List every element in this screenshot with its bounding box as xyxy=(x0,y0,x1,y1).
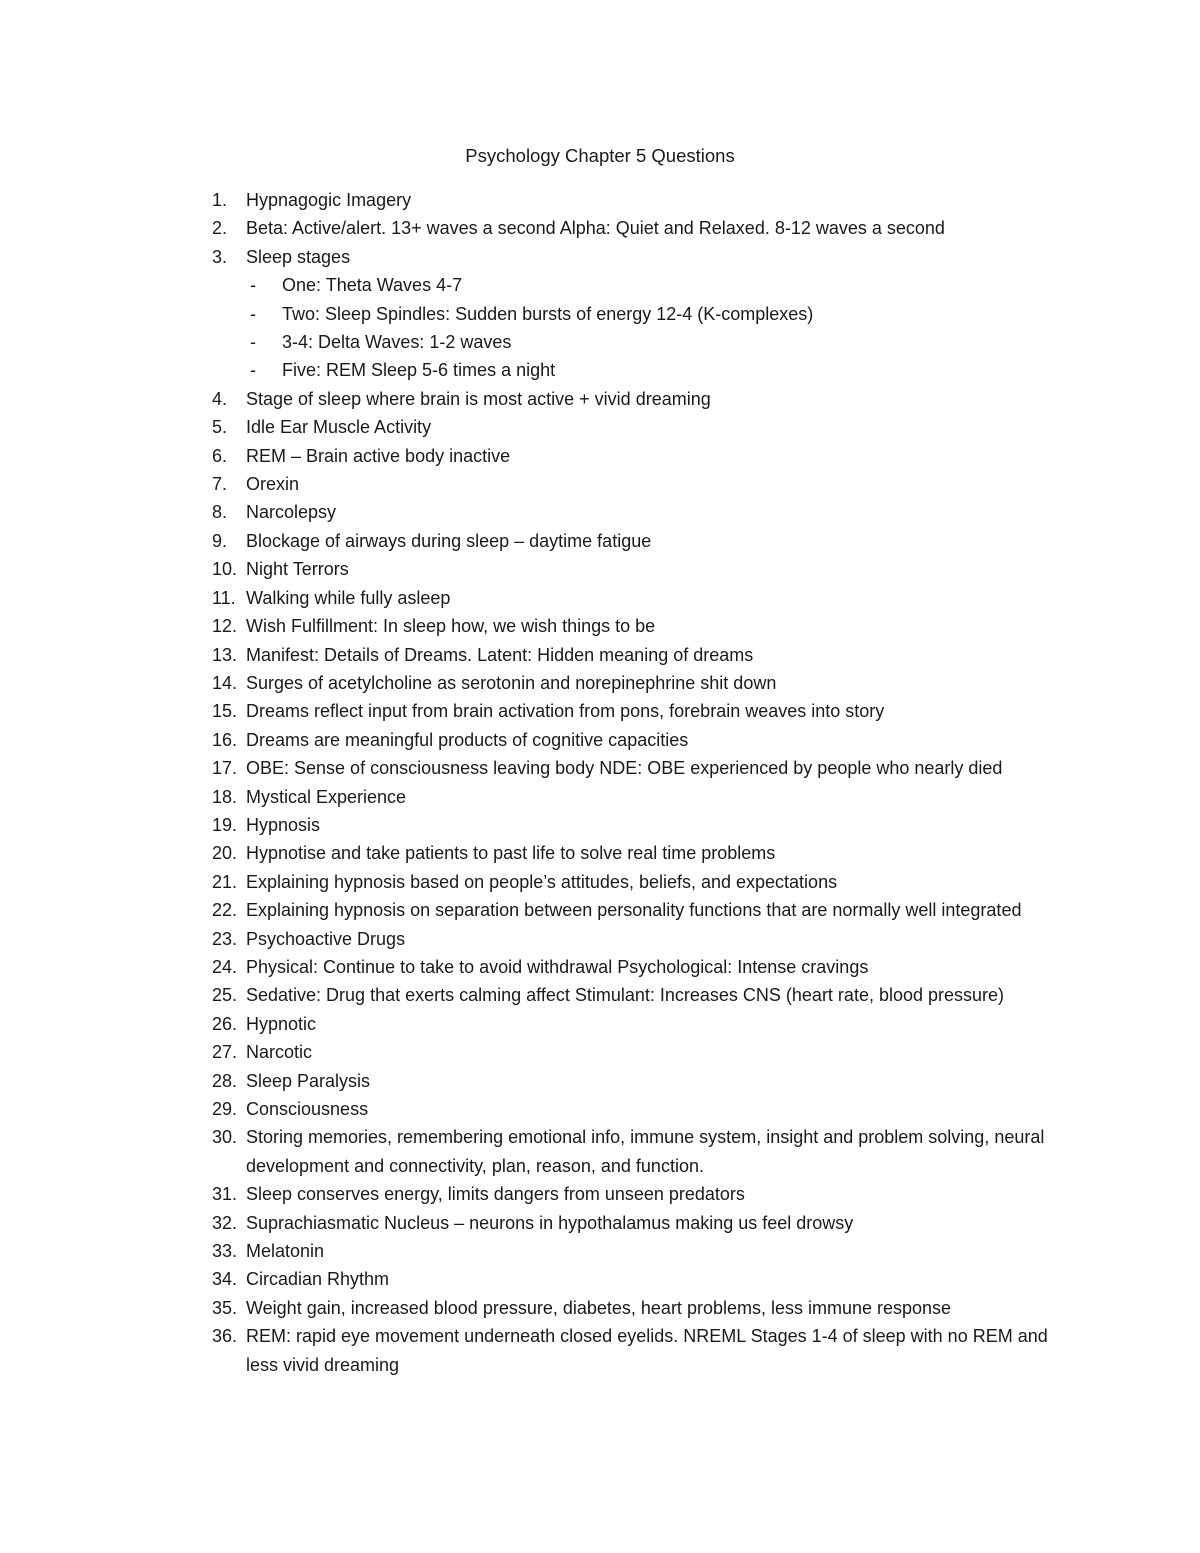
list-item xyxy=(0,641,1200,669)
list-item-number: 13. xyxy=(212,644,238,665)
list-item-number: 12. xyxy=(212,616,238,637)
list-item-text: Sedative: Drug that exerts calming affect Stimulant: Increases CNS (heart rate, blood pressure) xyxy=(246,985,1005,1006)
list-item-text: Idle Ear Muscle Activity xyxy=(246,417,432,438)
sub-list-dash: - xyxy=(250,360,256,381)
list-item-number: 9. xyxy=(212,530,228,551)
sub-list-text: Five: REM Sleep 5-6 times a night xyxy=(282,360,556,381)
list-item-text: Manifest: Details of Dreams. Latent: Hidden meaning of dreams xyxy=(246,644,754,665)
list-item-number: 31. xyxy=(212,1184,238,1205)
sub-list-dash: - xyxy=(250,275,256,296)
list-item-number: 34. xyxy=(212,1269,238,1290)
list-item xyxy=(0,953,1200,981)
list-item-number: 5. xyxy=(212,417,228,438)
list-item xyxy=(0,783,1200,811)
list-item-text: Mystical Experience xyxy=(246,786,407,807)
list-item xyxy=(0,726,1200,754)
list-item-number: 20. xyxy=(212,843,238,864)
list-item xyxy=(0,925,1200,953)
list-item-text: Circadian Rhythm xyxy=(246,1269,390,1290)
list-item xyxy=(0,584,1200,612)
list-item xyxy=(0,186,1200,214)
list-item xyxy=(0,1237,1200,1265)
list-item-number: 17. xyxy=(212,758,238,779)
list-item-number: 22. xyxy=(212,900,238,921)
list-item xyxy=(0,470,1200,498)
list-item-text: Night Terrors xyxy=(246,559,349,580)
list-item-number: 30. xyxy=(212,1127,238,1148)
list-item-number: 2. xyxy=(212,218,228,239)
list-item xyxy=(0,1322,1200,1379)
list-item-number: 19. xyxy=(212,814,238,835)
list-item-text: Walking while fully asleep xyxy=(246,587,451,608)
sub-list-item xyxy=(0,328,1200,356)
list-item-text: Psychoactive Drugs xyxy=(246,928,406,949)
sub-list-text: 3-4: Delta Waves: 1-2 waves xyxy=(282,332,512,353)
list-item-number: 36. xyxy=(212,1326,238,1347)
list-item-text: Storing memories, remembering emotional info, immune system, insight and problem solving, neural development and connectivity, plan, reason, and function. xyxy=(246,1127,1045,1176)
list-item xyxy=(0,1095,1200,1123)
list-item-number: 28. xyxy=(212,1070,238,1091)
list-item-number: 26. xyxy=(212,1013,238,1034)
list-item xyxy=(0,1294,1200,1322)
list-item-text: Hypnotise and take patients to past life to solve real time problems xyxy=(246,843,776,864)
list-item xyxy=(0,555,1200,583)
list-item-text: Consciousness xyxy=(246,1099,369,1119)
sub-list xyxy=(0,271,1200,385)
list-item-number: 29. xyxy=(212,1099,238,1119)
sub-list-text: Two: Sleep Spindles: Sudden bursts of energy 12-4 (K-complexes) xyxy=(282,303,814,324)
list-item xyxy=(0,527,1200,555)
list-item-text: REM – Brain active body inactive xyxy=(246,445,511,466)
list-item xyxy=(0,981,1200,1009)
list-item xyxy=(0,1067,1200,1095)
list-item xyxy=(0,214,1200,242)
list-item-number: 18. xyxy=(212,786,238,807)
list-item-text: Weight gain, increased blood pressure, diabetes, heart problems, less immune response xyxy=(246,1297,952,1318)
list-item-text: Sleep stages xyxy=(246,246,351,267)
list-item-text: Stage of sleep where brain is most active + vivid dreaming xyxy=(246,388,711,409)
list-item-number: 1. xyxy=(212,190,228,210)
list-item xyxy=(0,896,1200,924)
list-item xyxy=(0,442,1200,470)
list-item-text: Beta: Active/alert. 13+ waves a second Alpha: Quiet and Relaxed. 8-12 waves a second xyxy=(246,218,945,239)
list-item-number: 8. xyxy=(212,502,228,523)
list-item-text: Explaining hypnosis based on people’s attitudes, beliefs, and expectations xyxy=(246,871,838,892)
list-item xyxy=(0,669,1200,697)
list-item-number: 21. xyxy=(212,871,238,892)
list-item-number: 6. xyxy=(212,445,228,466)
list-item xyxy=(0,868,1200,896)
list-item-text: Hypnotic xyxy=(246,1013,317,1034)
list-item xyxy=(0,1180,1200,1208)
list-item-number: 25. xyxy=(212,985,238,1006)
list-item xyxy=(0,1123,1200,1180)
list-item-text: Dreams are meaningful products of cognitive capacities xyxy=(246,729,689,750)
list-item xyxy=(0,1265,1200,1293)
list-item-text: OBE: Sense of consciousness leaving body NDE: OBE experienced by people who nearly died xyxy=(246,758,1003,779)
list-item-number: 33. xyxy=(212,1241,238,1262)
list-item xyxy=(0,754,1200,782)
list-item-text: Orexin xyxy=(246,474,300,495)
list-item-number: 32. xyxy=(212,1212,238,1233)
list-item-number: 23. xyxy=(212,928,238,949)
list-item-text: Wish Fulfillment: In sleep how, we wish things to be xyxy=(246,616,656,637)
list-item xyxy=(0,413,1200,441)
list-item-number: 10. xyxy=(212,559,238,580)
list-item-text: Explaining hypnosis on separation between personality functions that are normally well integrated xyxy=(246,900,1022,921)
list-item-number: 14. xyxy=(212,672,238,693)
list-item-number: 16. xyxy=(212,729,238,750)
list-item-text: Suprachiasmatic Nucleus – neurons in hypothalamus making us feel drowsy xyxy=(246,1212,854,1233)
list-item xyxy=(0,498,1200,526)
sub-list-item xyxy=(0,300,1200,328)
list-item xyxy=(0,612,1200,640)
sub-list-text: One: Theta Waves 4-7 xyxy=(282,275,463,296)
sub-list-dash: - xyxy=(250,332,256,353)
list-item-text: REM: rapid eye movement underneath closed eyelids. NREML Stages 1-4 of sleep with no REM and less vivid dreaming xyxy=(246,1326,1048,1375)
sub-list-item xyxy=(0,271,1200,299)
list-item-number: 11. xyxy=(212,587,236,608)
list-item xyxy=(0,839,1200,867)
list-item xyxy=(0,1209,1200,1237)
list-item-number: 27. xyxy=(212,1042,238,1063)
list-item-text: Narcolepsy xyxy=(246,502,337,523)
list-item xyxy=(0,811,1200,839)
list-item-text: Hypnosis xyxy=(246,814,321,835)
question-list xyxy=(0,186,1200,1379)
document-title: Psychology Chapter 5 Questions xyxy=(465,145,735,166)
list-item-number: 7. xyxy=(212,474,228,495)
list-item-number: 24. xyxy=(212,956,238,977)
list-item-text: Hypnagogic Imagery xyxy=(246,190,412,210)
list-item xyxy=(0,385,1200,413)
list-item-text: Sleep Paralysis xyxy=(246,1070,371,1091)
list-item-number: 15. xyxy=(212,701,238,722)
list-item-number: 35. xyxy=(212,1297,238,1318)
list-item xyxy=(0,1038,1200,1066)
list-item-text: Melatonin xyxy=(246,1241,325,1262)
list-item xyxy=(0,697,1200,725)
list-item-text: Physical: Continue to take to avoid withdrawal Psychological: Intense cravings xyxy=(246,956,869,977)
list-item-text: Narcotic xyxy=(246,1042,313,1063)
list-item-text: Blockage of airways during sleep – daytime fatigue xyxy=(246,530,652,551)
list-item-number: 4. xyxy=(212,388,228,409)
list-item-number: 3. xyxy=(212,246,228,267)
sub-list-item xyxy=(0,356,1200,384)
list-item xyxy=(0,1010,1200,1038)
list-item xyxy=(0,243,1200,385)
list-item-text: Dreams reflect input from brain activation from pons, forebrain weaves into story xyxy=(246,701,885,722)
list-item-text: Surges of acetylcholine as serotonin and norepinephrine shit down xyxy=(246,672,777,693)
list-item-text: Sleep conserves energy, limits dangers from unseen predators xyxy=(246,1184,745,1205)
sub-list-dash: - xyxy=(250,303,256,324)
